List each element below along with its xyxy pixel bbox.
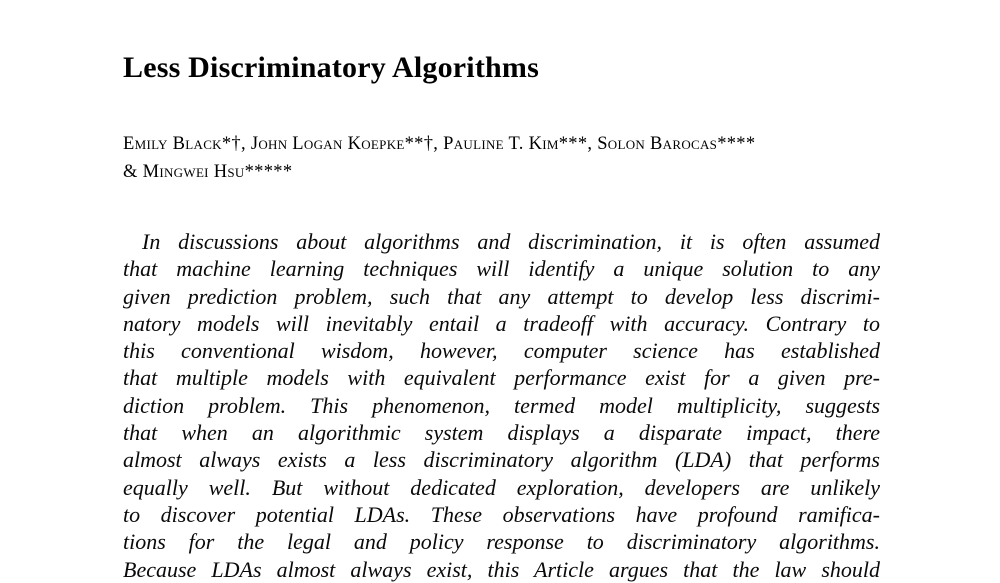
author-block bbox=[123, 130, 880, 186]
abstract-line: equally well. But without dedicated exploration, developers are unlikely bbox=[123, 474, 880, 500]
abstract-line: In discussions about algorithms and discrimination, it is often assumed bbox=[142, 229, 880, 254]
abstract-line: that machine learning techniques will identify a unique solution to any bbox=[123, 256, 880, 282]
abstract-line: almost always exists a less discriminatory algorithm (LDA) that performs bbox=[123, 447, 880, 473]
paper-title: Less Discriminatory Algorithms bbox=[123, 51, 539, 84]
author-line-2: & Mingwei Hsu***** bbox=[123, 162, 293, 182]
abstract-line: that multiple models with equivalent performance exist for a given pre- bbox=[123, 365, 880, 391]
abstract-line-clipped: Because LDAs almost always exist, this Article argues that the law should bbox=[123, 556, 880, 582]
paper-page bbox=[123, 0, 880, 582]
abstract-line: this conventional wisdom, however, computer science has established bbox=[123, 338, 880, 364]
abstract-line: that when an algorithmic system displays a disparate impact, there bbox=[123, 420, 880, 446]
abstract bbox=[123, 228, 880, 583]
abstract-line: given prediction problem, such that any attempt to develop less discrimi- bbox=[123, 283, 880, 309]
abstract-line: diction problem. This phenomenon, termed model multiplicity, suggests bbox=[123, 392, 880, 418]
author-line-1: Emily Black*†, John Logan Koepke**†, Pauline T. Kim***, Solon Barocas**** bbox=[123, 134, 756, 154]
abstract-line: tions for the legal and policy response to discriminatory algorithms. bbox=[123, 529, 880, 555]
abstract-line: natory models will inevitably entail a tradeoff with accuracy. Contrary to bbox=[123, 310, 880, 336]
abstract-line: to discover potential LDAs. These observations have profound ramifica- bbox=[123, 501, 880, 527]
